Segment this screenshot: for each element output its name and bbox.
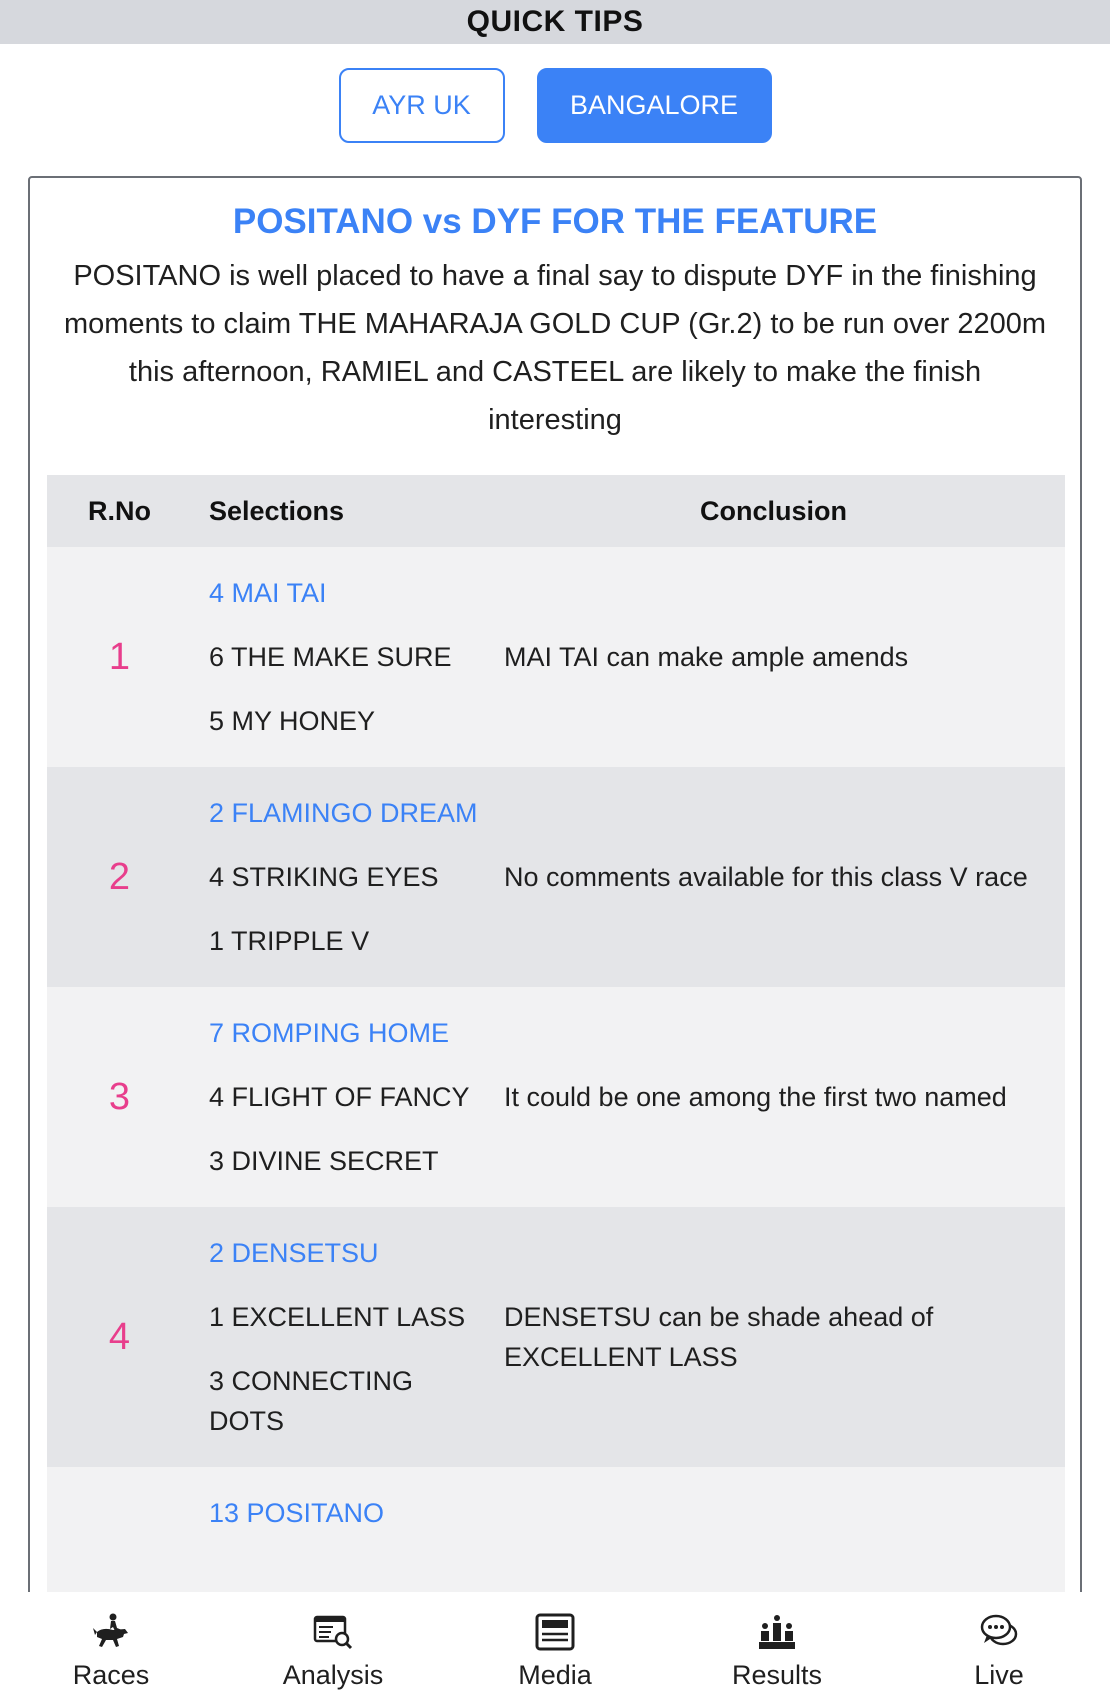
venue-tab-bangalore[interactable]: BANGALORE: [537, 68, 772, 143]
table-row: [47, 1207, 1065, 1467]
horse-rider-icon: [89, 1610, 133, 1654]
table-row: [47, 987, 1065, 1207]
selections-cell: [192, 547, 482, 767]
conclusion: It could be one among the first two named: [482, 987, 1065, 1207]
podium-icon: [755, 1610, 799, 1654]
conclusion: No comments available for this class V race: [482, 767, 1065, 987]
selection: 5 MY HONEY: [209, 706, 376, 736]
nav-analysis-label: Analysis: [282, 1659, 384, 1690]
nav-media-label: Media: [518, 1659, 592, 1690]
analysis-icon: [311, 1610, 355, 1654]
nav-analysis[interactable]: [243, 1610, 423, 1691]
race-number: 4: [47, 1207, 192, 1467]
selection: 3 DIVINE SECRET: [209, 1146, 439, 1176]
venue-tabs: [0, 68, 1110, 143]
selection: 4 STRIKING EYES: [209, 862, 439, 892]
bottom-nav: [0, 1592, 1110, 1708]
selection-top[interactable]: 4 MAI TAI: [209, 578, 327, 608]
feature-text: POSITANO is well placed to have a final say to dispute DYF in the finishing moments to claim THE MAHARAJA GOLD CUP (Gr.2) to be run over 2200m this afternoon, RAMIEL and CASTEEL are likely to make the finish interesting: [63, 260, 1047, 436]
race-number: [47, 1467, 192, 1607]
nav-live-label: Live: [974, 1659, 1024, 1690]
header-selections: Selections: [192, 475, 482, 547]
newspaper-icon: [533, 1610, 577, 1654]
header-rno: R.No: [47, 475, 192, 547]
table-row: [47, 547, 1065, 767]
selections-cell: [192, 987, 482, 1207]
conclusion: DENSETSU can be shade ahead of EXCELLENT LASS: [482, 1207, 1065, 1467]
conclusion: [482, 1467, 1065, 1607]
selection: 1 TRIPPLE V: [209, 926, 370, 956]
selection-top[interactable]: 2 FLAMINGO DREAM: [209, 798, 478, 828]
selections-cell: [192, 1467, 482, 1607]
selection: [209, 1545, 482, 1569]
race-number: 1: [47, 547, 192, 767]
nav-media[interactable]: [465, 1610, 645, 1691]
race-number: 2: [47, 767, 192, 987]
venue-tab-ayr-uk[interactable]: AYR UK: [339, 68, 505, 143]
nav-races[interactable]: [21, 1610, 201, 1691]
selection: 4 FLIGHT OF FANCY: [209, 1082, 470, 1112]
nav-live[interactable]: [909, 1610, 1089, 1691]
selection: 3 CONNECTING DOTS: [209, 1366, 414, 1436]
selection: 6 THE MAKE SURE: [209, 642, 452, 672]
tips-card: [28, 176, 1082, 1708]
page-title: QUICK TIPS: [466, 5, 644, 38]
feature-title: POSITANO vs DYF FOR THE FEATURE: [232, 202, 878, 241]
race-number: 3: [47, 987, 192, 1207]
nav-results[interactable]: [687, 1610, 867, 1691]
header-conclusion: Conclusion: [482, 475, 1065, 547]
table-row: [47, 767, 1065, 987]
tips-table: [47, 475, 1065, 1607]
table-header-row: [47, 475, 1065, 547]
selections-cell: [192, 1207, 482, 1467]
selections-cell: [192, 767, 482, 987]
conclusion: MAI TAI can make ample amends: [482, 547, 1065, 767]
chat-bubbles-icon: [977, 1610, 1021, 1654]
nav-races-label: Races: [72, 1659, 150, 1690]
selection: [209, 1569, 482, 1593]
selection: 1 EXCELLENT LASS: [209, 1302, 466, 1332]
table-row: [47, 1467, 1065, 1607]
header-bar: [0, 0, 1110, 44]
selection-top[interactable]: 13 POSITANO: [209, 1498, 385, 1528]
selection-top[interactable]: 2 DENSETSU: [209, 1238, 379, 1268]
nav-results-label: Results: [731, 1659, 823, 1690]
selection-top[interactable]: 7 ROMPING HOME: [209, 1018, 450, 1048]
